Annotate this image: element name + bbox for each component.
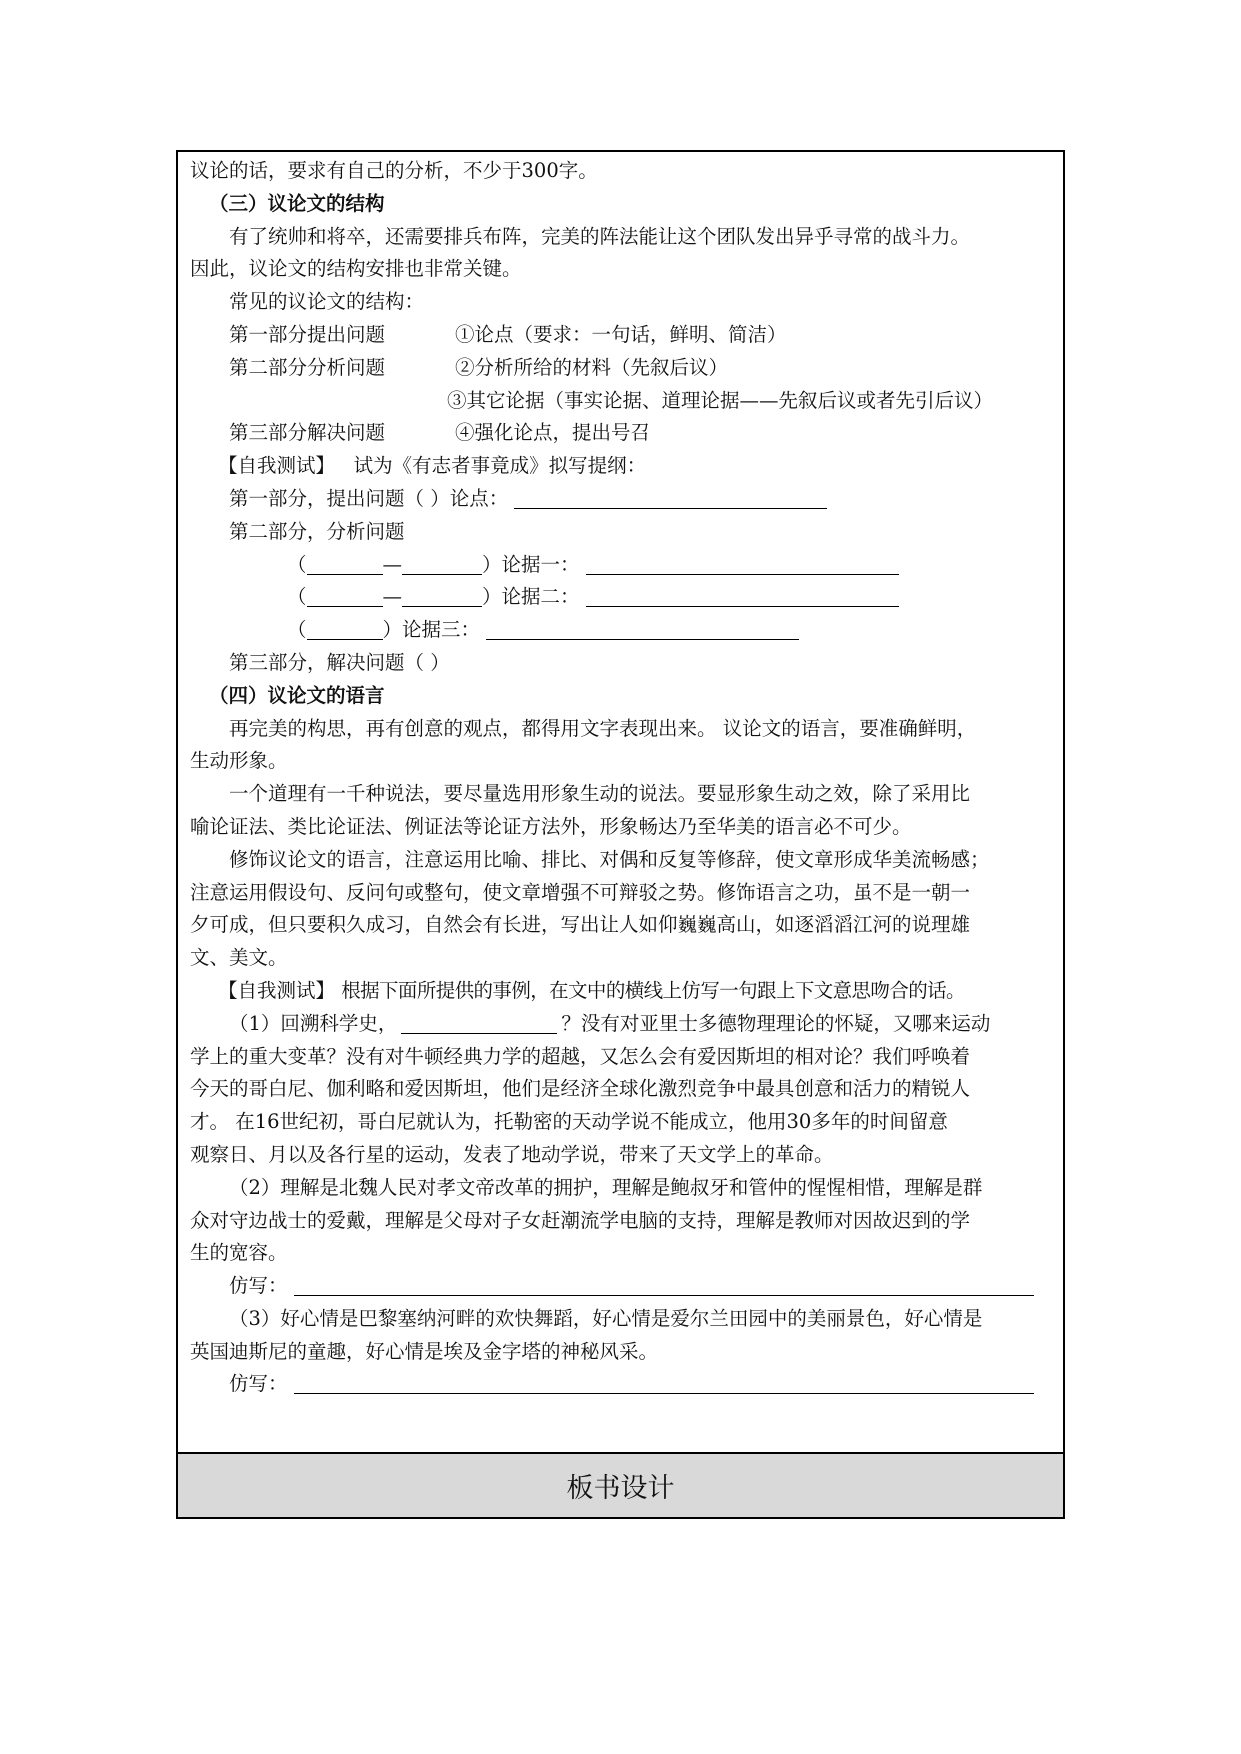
q1-line4: 才。 在16世纪初，哥白尼就认为，托勒密的天动学说不能成立，他用30多年的时间留意 bbox=[190, 1110, 948, 1134]
q1-blank[interactable] bbox=[401, 1011, 557, 1034]
argument3-blank-a[interactable] bbox=[307, 617, 383, 640]
section4-para3-line3: 夕可成，但只要积久成习，自然会有长进，写出让人如仰巍巍高山，如逐滔滔江河的说理雄 bbox=[190, 913, 971, 937]
section3-heading: （三）议论文的结构 bbox=[209, 191, 385, 215]
section4-para2-line1: 一个道理有一千种说法，要尽量选用形象生动的说法。要显形象生动之效，除了采用比 bbox=[229, 782, 971, 806]
argument-row-3 bbox=[190, 614, 1063, 647]
structure-item: ④强化论点，提出号召 bbox=[455, 421, 651, 445]
q2-line3: 生的宽容。 bbox=[190, 1241, 288, 1265]
section4-para1-line2: 生动形象。 bbox=[190, 749, 288, 773]
structure-item: ①论点（要求：一句话，鲜明、简洁） bbox=[455, 322, 787, 346]
argument2-label: ）论据二： bbox=[482, 585, 580, 609]
structure-part: 第一部分提出问题 bbox=[229, 322, 386, 346]
q1-prefix: （1）回溯科学史， bbox=[229, 1011, 398, 1035]
section3-para1-line1: 有了统帅和将卒，还需要排兵布阵，完美的阵法能让这个团队发出异乎寻常的战斗力。 bbox=[229, 224, 971, 248]
self-test-prompt: 试为《有志者事竟成》拟写提纲： bbox=[353, 454, 647, 478]
structure-row bbox=[190, 417, 1063, 450]
outline-part1 bbox=[190, 483, 1063, 516]
structure-item: ③其它论据（事实论据、道理论据——先叙后议或者先引后议） bbox=[447, 388, 994, 412]
argument1-blank-b[interactable] bbox=[402, 552, 482, 575]
imitate-blank-2[interactable] bbox=[294, 1371, 1034, 1394]
section3-para1-line2: 因此，议论文的结构安排也非常关键。 bbox=[190, 257, 522, 281]
outline-part3: 第三部分，解决问题（ ） bbox=[229, 650, 450, 674]
content-cell bbox=[178, 152, 1063, 1452]
q3-line2: 英国迪斯尼的童趣，好心情是埃及金字塔的神秘风采。 bbox=[190, 1339, 659, 1363]
section4-para1-line1: 再完美的构思，再有创意的观点，都得用文字表现出来。 议论文的语言，要准确鲜明， bbox=[229, 716, 977, 740]
imitate-label: 仿写： bbox=[229, 1372, 288, 1396]
self-test-1 bbox=[190, 450, 1063, 483]
q1-suffix: ？没有对亚里士多德物理理论的怀疑，又哪来运动 bbox=[561, 1011, 991, 1035]
paren-open: （ bbox=[287, 618, 307, 642]
self-test-prompt: 根据下面所提供的事例，在文中的横线上仿写一句跟上下文意思吻合的话。 bbox=[341, 978, 965, 1002]
argument-row-2 bbox=[190, 581, 1063, 614]
argument1-blank[interactable] bbox=[586, 552, 899, 575]
q1-line5: 观察日、月以及各行星的运动，发表了地动学说，带来了天文学上的革命。 bbox=[190, 1142, 834, 1166]
q1-line3: 今天的哥白尼、伽利略和爱因斯坦，他们是经济全球化激烈竞争中最具创意和活力的精锐人 bbox=[190, 1077, 971, 1101]
imitate-row-2 bbox=[190, 1368, 1063, 1401]
argument1-blank-a[interactable] bbox=[307, 552, 383, 575]
imitate-blank-1[interactable] bbox=[294, 1273, 1034, 1296]
argument3-blank[interactable] bbox=[486, 617, 799, 640]
q2-line2: 众对守边战士的爱戴，理解是父母对子女赶潮流学电脑的支持，理解是教师对因故迟到的学 bbox=[190, 1208, 971, 1232]
dash: — bbox=[382, 585, 403, 609]
board-design-header bbox=[178, 1452, 1063, 1517]
structure-row bbox=[190, 352, 1063, 385]
outline-part2: 第二部分，分析问题 bbox=[229, 519, 405, 543]
paren-open: （ bbox=[287, 585, 307, 609]
section4-heading: （四）议论文的语言 bbox=[209, 683, 385, 707]
imitate-row-1 bbox=[190, 1270, 1063, 1303]
paren-open: （ bbox=[287, 552, 307, 576]
thesis-blank[interactable] bbox=[514, 486, 827, 509]
section4-para3-line4: 文、美文。 bbox=[190, 946, 288, 970]
structure-part: 第三部分解决问题 bbox=[229, 421, 386, 445]
q2-line1: （2）理解是北魏人民对孝文帝改革的拥护，理解是鲍叔牙和管仲的惺惺相惜，理解是群 bbox=[229, 1175, 983, 1199]
self-test-2 bbox=[190, 975, 1063, 1008]
dash: — bbox=[382, 552, 403, 576]
content-body bbox=[190, 155, 1063, 1401]
q1-line1 bbox=[190, 1008, 1063, 1041]
structure-row bbox=[190, 319, 1063, 352]
argument3-label: ）论据三： bbox=[382, 618, 481, 642]
lesson-table bbox=[176, 150, 1065, 1519]
structure-row bbox=[190, 385, 1063, 418]
outline-part1-label: 第一部分，提出问题（ ）论点： bbox=[229, 486, 509, 510]
q1-line2: 学上的重大变革？没有对牛顿经典力学的超越，又怎么会有爱因斯坦的相对论？我们呼唤着 bbox=[190, 1044, 971, 1068]
argument2-blank[interactable] bbox=[586, 584, 899, 607]
q3-line1: （3）好心情是巴黎塞纳河畔的欢快舞蹈，好心情是爱尔兰田园中的美丽景色，好心情是 bbox=[229, 1306, 983, 1330]
argument1-label: ）论据一： bbox=[482, 552, 580, 576]
self-test-tag: 【自我测试】 bbox=[218, 454, 336, 478]
section4-para3-line1: 修饰议论文的语言，注意运用比喻、排比、对偶和反复等修辞，使文章形成华美流畅感； bbox=[229, 847, 990, 871]
argument2-blank-a[interactable] bbox=[307, 584, 383, 607]
argument2-blank-b[interactable] bbox=[402, 584, 482, 607]
structure-item: ②分析所给的材料（先叙后议） bbox=[455, 355, 729, 379]
section4-para2-line2: 喻论证法、类比论证法、例证法等论证方法外，形象畅达乃至华美的语言必不可少。 bbox=[190, 814, 912, 838]
board-design-title: 板书设计 bbox=[566, 1473, 675, 1504]
common-structure-label: 常见的议论文的结构： bbox=[229, 290, 425, 314]
self-test-tag: 【自我测试】 bbox=[218, 978, 336, 1002]
intro-line: 议论的话，要求有自己的分析，不少于300字。 bbox=[190, 159, 598, 182]
imitate-label: 仿写： bbox=[229, 1274, 288, 1298]
section4-para3-line2: 注意运用假设句、反问句或整句，使文章增强不可辩驳之势。修饰语言之功，虽不是一朝一 bbox=[190, 880, 971, 904]
structure-part: 第二部分分析问题 bbox=[229, 355, 386, 379]
argument-row-1 bbox=[190, 549, 1063, 582]
